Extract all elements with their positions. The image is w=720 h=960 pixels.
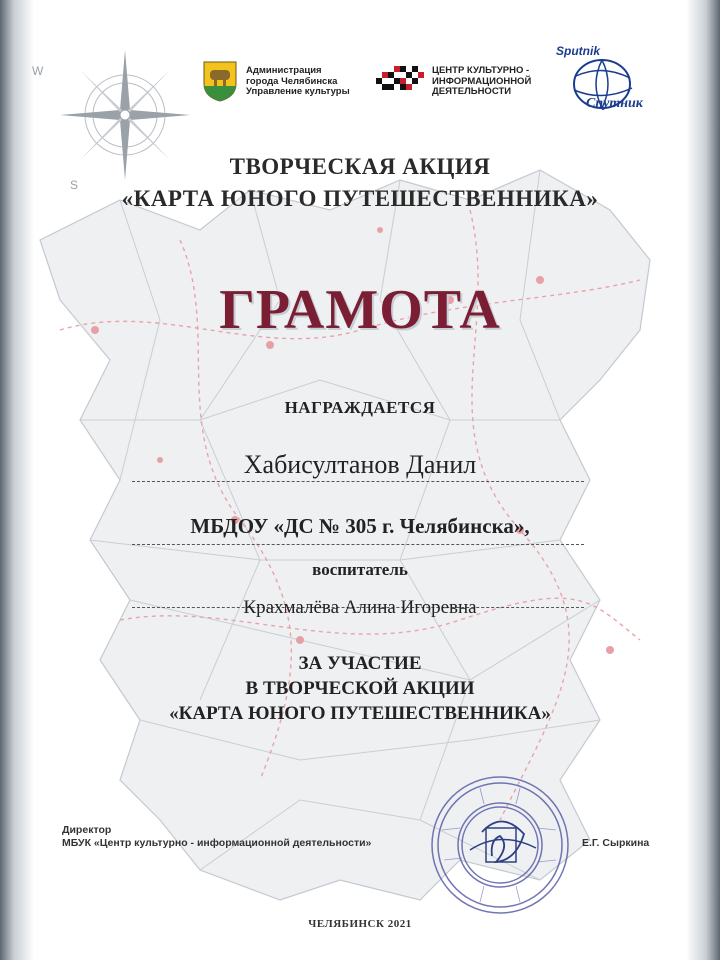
sputnik-logo	[550, 40, 660, 115]
footer-city-year: ЧЕЛЯБИНСК 2021	[308, 918, 412, 930]
sputnik-logo-top: Sputnik	[556, 44, 600, 58]
reason-line3: «КАРТА ЮНОГО ПУТЕШЕСТВЕННИКА»	[169, 703, 551, 724]
admin-logo-text	[246, 66, 350, 98]
header-line1: ТВОРЧЕСКАЯ АКЦИЯ	[229, 154, 491, 179]
center-checker-logo	[376, 64, 428, 96]
header-line2: «КАРТА ЮНОГО ПУТЕШЕСТВЕННИКА»	[121, 186, 599, 211]
compass-w-label: W	[32, 64, 44, 78]
admin-logo-line1: Администрация	[246, 65, 322, 76]
recipient-organization: МБДОУ «ДС № 305 г. Челябинска»,	[190, 514, 530, 538]
reason-line1: ЗА УЧАСТИЕ	[298, 653, 422, 674]
name-underline	[132, 481, 584, 482]
director-title: Директор	[62, 824, 112, 836]
organization-underline	[132, 544, 584, 545]
sputnik-logo-bottom: Спутник	[586, 96, 643, 111]
director-organization: МБУК «Центр культурно - информационной деятельности»	[62, 837, 372, 849]
awarded-label: НАГРАЖДАЕТСЯ	[284, 398, 436, 417]
teacher-role: воспитатель	[312, 560, 408, 579]
certificate-title: ГРАМОТА	[219, 279, 501, 341]
reason-line2: В ТВОРЧЕСКОЙ АКЦИИ	[245, 678, 475, 699]
recipient-name: Хабисултанов Данил	[243, 450, 477, 479]
center-logo-line1: ЦЕНТР КУЛЬТУРНО -	[432, 65, 530, 76]
center-logo-line2: ИНФОРМАЦИОННОЙ	[432, 75, 532, 87]
admin-logo-line3: Управление культуры	[246, 86, 350, 97]
center-logo-line3: ДЕЯТЕЛЬНОСТИ	[432, 86, 512, 97]
teacher-name: Крахмалёва Алина Игоревна	[243, 597, 477, 618]
center-logo-text	[432, 66, 531, 98]
official-stamp-icon	[420, 770, 580, 920]
compass-s-label: S	[70, 178, 79, 192]
admin-logo-line2: города Челябинска	[246, 75, 338, 87]
director-name: Е.Г. Сыркина	[582, 837, 650, 849]
chelyabinsk-emblem-logo	[200, 60, 240, 102]
